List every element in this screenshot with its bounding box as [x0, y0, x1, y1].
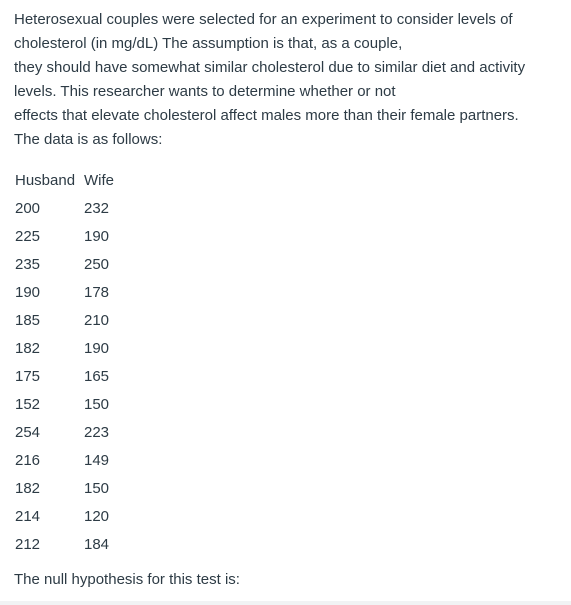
intro-line: cholesterol (in mg/dL) The assumption is that, as a couple, [14, 35, 403, 52]
wife-cell: 223 [84, 423, 110, 441]
wife-cell: 165 [84, 367, 110, 385]
husband-cell: 182 [15, 479, 41, 497]
intro-line: levels. This researcher wants to determine whether or not [14, 83, 396, 100]
table-row [15, 222, 144, 250]
husband-cell: 175 [15, 367, 41, 385]
table-row [15, 474, 144, 502]
husband-cell: 190 [15, 283, 41, 301]
table-row [15, 446, 144, 474]
table-row [15, 530, 144, 558]
null-hypothesis-prompt: The null hypothesis for this test is: [14, 571, 240, 588]
husband-cell: 200 [15, 199, 41, 217]
question-content [14, 8, 566, 592]
intro-line: they should have somewhat similar cholesterol due to similar diet and activity [14, 59, 526, 76]
husband-cell: 254 [15, 423, 41, 441]
wife-cell: 150 [84, 479, 110, 497]
table-row [15, 306, 144, 334]
bottom-divider [0, 601, 571, 605]
wife-cell: 190 [84, 339, 110, 357]
wife-cell: 184 [84, 535, 110, 553]
header-husband: Husband [15, 171, 76, 189]
wife-cell: 150 [84, 395, 110, 413]
table-row [15, 334, 144, 362]
intro-paragraph [14, 8, 566, 152]
wife-cell: 149 [84, 451, 110, 469]
wife-cell: 232 [84, 199, 110, 217]
intro-line: The data is as follows: [14, 131, 163, 148]
table-row [15, 390, 144, 418]
husband-cell: 212 [15, 535, 41, 553]
intro-line: effects that elevate cholesterol affect males more than their female partners. [14, 107, 519, 124]
wife-cell: 120 [84, 507, 110, 525]
cholesterol-data-table [15, 166, 144, 558]
husband-cell: 235 [15, 255, 41, 273]
table-row [15, 502, 144, 530]
table-row [15, 362, 144, 390]
wife-cell: 250 [84, 255, 110, 273]
table-row [15, 194, 144, 222]
wife-cell: 190 [84, 227, 110, 245]
husband-cell: 225 [15, 227, 41, 245]
table-row [15, 250, 144, 278]
wife-cell: 178 [84, 283, 110, 301]
table-row [15, 278, 144, 306]
husband-cell: 216 [15, 451, 41, 469]
husband-cell: 185 [15, 311, 41, 329]
husband-cell: 152 [15, 395, 41, 413]
intro-line: Heterosexual couples were selected for an experiment to consider levels of [14, 11, 513, 28]
table-row [15, 418, 144, 446]
table-header-row [15, 166, 144, 194]
header-wife: Wife [84, 171, 114, 189]
husband-cell: 182 [15, 339, 41, 357]
wife-cell: 210 [84, 311, 110, 329]
husband-cell: 214 [15, 507, 41, 525]
